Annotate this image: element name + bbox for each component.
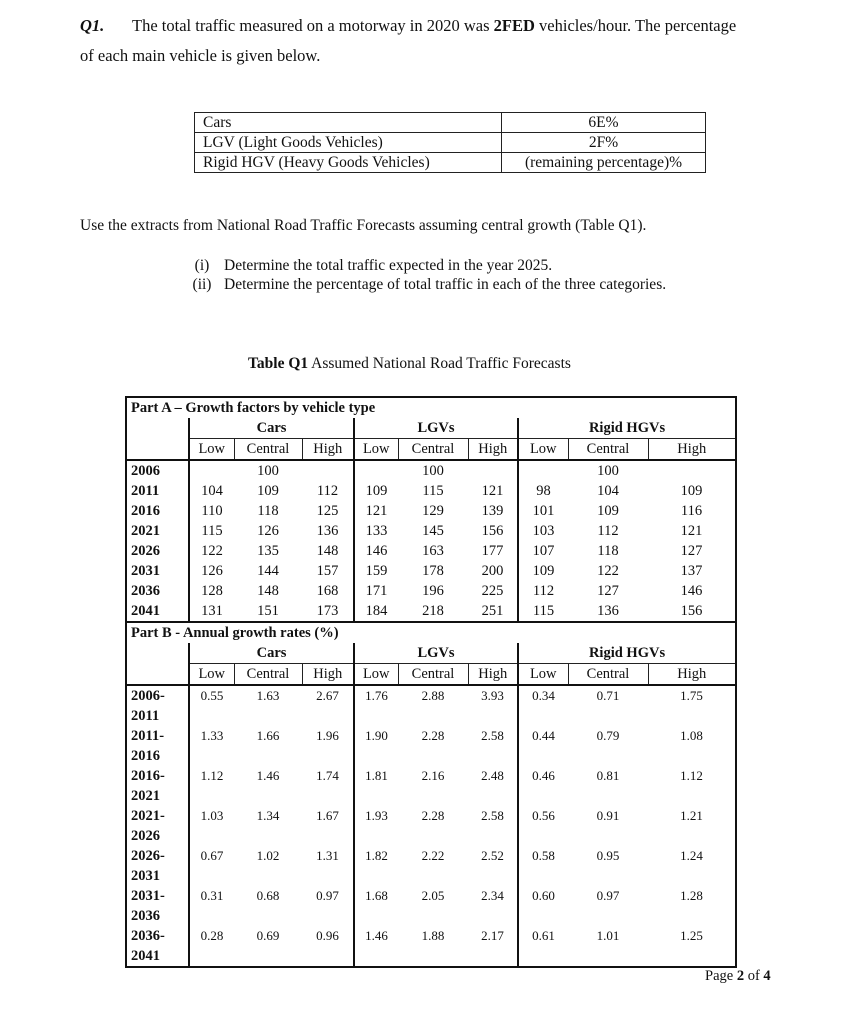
vehicle-label: LGV (Light Goods Vehicles) (195, 133, 502, 153)
year-label: 2036 (126, 581, 189, 601)
growth-rate-value: 0.28 (189, 926, 234, 967)
task-i (180, 257, 552, 275)
growth-factor-value (302, 460, 354, 481)
year-label: 2031 (126, 561, 189, 581)
growth-factor-value: 131 (201, 602, 223, 619)
growth-factor-value: 126 (257, 522, 279, 539)
sub-header: Low (189, 664, 234, 686)
growth-factor-value: 157 (302, 561, 354, 581)
growth-factor-value: 101 (532, 502, 555, 519)
sub-header: Central (568, 439, 648, 461)
forecast-table (125, 396, 737, 968)
group-header: LGVs (354, 418, 518, 439)
growth-rate-value: 2.58 (468, 726, 518, 766)
growth-rate-value: 3.93 (468, 685, 518, 726)
instruction-text: Use the extracts from National Road Traffic Forecasts assuming central growth (Table Q1). (80, 217, 647, 234)
vehicle-mix-table (194, 112, 706, 173)
growth-factor-value: 115 (532, 602, 555, 619)
growth-factor-value: 104 (201, 482, 223, 499)
growth-factor-value: 159 (365, 562, 388, 579)
growth-factor-value: 225 (468, 581, 518, 601)
growth-factor-value: 156 (468, 521, 518, 541)
growth-factor-value: 137 (648, 561, 736, 581)
growth-rate-value: 2.67 (302, 685, 354, 726)
growth-factor-value: 136 (597, 602, 619, 619)
growth-rate-value: 1.46 (354, 926, 398, 967)
table-title-rest: Assumed National Road Traffic Forecasts (308, 355, 571, 372)
growth-factor-value: 109 (257, 482, 279, 499)
growth-factor-value: 133 (365, 522, 388, 539)
year-range-end: 2041 (131, 948, 160, 964)
growth-rate-value: 2.58 (468, 806, 518, 846)
growth-factor-value: 112 (302, 481, 354, 501)
vehicle-mix-row (195, 113, 706, 133)
year-label: 2041 (126, 601, 189, 622)
year-label: 2026 (126, 541, 189, 561)
growth-factor-value (189, 460, 234, 481)
growth-rate-value: 1.46 (256, 768, 280, 783)
sub-header: Low (354, 664, 398, 686)
sub-header: High (648, 439, 736, 461)
growth-factor-value: 168 (302, 581, 354, 601)
growth-factor-value: 109 (648, 481, 736, 501)
growth-rate-value: 0.96 (302, 926, 354, 967)
question-text-pre: The total traffic measured on a motorway in 2020 was (132, 16, 494, 35)
growth-rate-value: 2.16 (421, 768, 445, 783)
year-range-label (126, 886, 189, 926)
growth-rate-value: 0.31 (200, 888, 224, 903)
sub-header: Central (234, 664, 302, 686)
growth-rate-value: 0.97 (302, 886, 354, 926)
year-range-start: 2011- (131, 728, 165, 744)
question-number: Q1. (80, 16, 105, 35)
growth-rate-value: 0.81 (596, 768, 620, 783)
year-range-label (126, 806, 189, 846)
growth-factor-row (126, 561, 736, 581)
growth-factor-value: 218 (422, 602, 444, 619)
year-header-blank (126, 643, 189, 664)
growth-factor-value: 144 (257, 562, 279, 579)
growth-factor-value: 139 (468, 501, 518, 521)
growth-rate-value: 0.79 (596, 728, 620, 743)
growth-factor-value: 127 (597, 582, 619, 599)
growth-rate-value: 1.76 (354, 685, 398, 726)
growth-rate-value: 0.95 (596, 848, 620, 863)
growth-factor-row (126, 581, 736, 601)
growth-rate-value: 1.08 (648, 726, 736, 766)
growth-rate-value: 1.82 (365, 848, 388, 863)
task-text: Determine the total traffic expected in the year 2025. (224, 257, 553, 274)
growth-factor-value: 116 (648, 501, 736, 521)
growth-rate-value: 1.90 (365, 728, 388, 743)
year-label: 2011 (126, 481, 189, 501)
vehicle-label: Cars (195, 113, 502, 133)
task-text: Determine the percentage of total traffic in each of the three categories. (224, 276, 667, 293)
growth-rate-value: 1.12 (648, 766, 736, 806)
growth-rate-value: 2.48 (468, 766, 518, 806)
growth-factor-value: 148 (302, 541, 354, 561)
growth-rate-value: 1.33 (200, 728, 224, 743)
growth-factor-value: 110 (201, 502, 223, 519)
growth-rate-value: 1.67 (302, 806, 354, 846)
growth-factor-value: 112 (597, 522, 619, 539)
growth-factor-value: 115 (201, 522, 223, 539)
year-label: 2016 (126, 501, 189, 521)
growth-factor-row (126, 501, 736, 521)
growth-factor-value: 200 (468, 561, 518, 581)
growth-rate-value: 2.28 (421, 808, 445, 823)
growth-factor-value: 128 (201, 582, 223, 599)
growth-factor-value: 109 (365, 482, 388, 499)
growth-factor-value: 146 (365, 542, 388, 559)
growth-rate-value: 1.68 (365, 888, 388, 903)
page-total: 4 (763, 968, 771, 984)
vehicle-percentage: 2F% (502, 133, 706, 153)
growth-factor-value: 251 (468, 601, 518, 622)
vehicle-mix-row (195, 153, 706, 173)
partB-sub-header (126, 664, 736, 686)
sub-header: High (648, 664, 736, 686)
partB-group-header (126, 643, 736, 664)
growth-factor-value: 100 (568, 460, 648, 481)
growth-rate-value: 0.34 (518, 685, 568, 726)
group-header: Rigid HGVs (518, 418, 736, 439)
year-range-end: 2021 (131, 788, 160, 804)
growth-rate-value: 1.34 (256, 808, 280, 823)
table-title-label: Table Q1 (248, 355, 309, 372)
growth-factor-value (518, 460, 568, 481)
growth-factor-value: 184 (365, 602, 388, 619)
growth-rate-row (126, 766, 736, 806)
sub-header: Central (568, 664, 648, 686)
vehicle-percentage: (remaining percentage)% (502, 153, 706, 173)
page-current: 2 (736, 968, 745, 984)
growth-rate-value: 2.34 (468, 886, 518, 926)
vehicle-label: Rigid HGV (Heavy Goods Vehicles) (195, 153, 502, 173)
growth-factor-value: 126 (201, 562, 223, 579)
year-range-start: 2016- (131, 768, 165, 784)
growth-rate-value: 1.96 (302, 726, 354, 766)
growth-rate-value: 2.88 (398, 685, 468, 726)
growth-factor-value: 135 (257, 542, 279, 559)
year-range-label (126, 926, 189, 967)
year-header-blank (126, 664, 189, 686)
growth-factor-row (126, 460, 736, 481)
growth-rate-value: 0.61 (518, 926, 568, 967)
growth-factor-value: 136 (302, 521, 354, 541)
year-label: 2021 (126, 521, 189, 541)
growth-rate-value: 1.81 (365, 768, 388, 783)
growth-rate-value: 1.75 (648, 685, 736, 726)
growth-factor-value: 129 (422, 502, 444, 519)
growth-rate-value: 2.52 (468, 846, 518, 886)
growth-rate-row (126, 886, 736, 926)
year-range-start: 2006- (131, 688, 165, 704)
growth-rate-value: 1.74 (302, 766, 354, 806)
growth-rate-value: 0.69 (234, 926, 302, 967)
page-prefix: Page (705, 968, 737, 984)
growth-factor-value: 115 (422, 482, 444, 499)
sub-header: High (302, 664, 354, 686)
growth-factor-value: 118 (597, 542, 619, 559)
growth-rate-value: 0.60 (532, 888, 555, 903)
year-range-start: 2026- (131, 848, 165, 864)
sub-header: Low (354, 439, 398, 461)
vehicle-mix-row (195, 133, 706, 153)
question-line-1 (80, 16, 736, 36)
growth-factor-row (126, 521, 736, 541)
growth-rate-value: 1.12 (200, 768, 224, 783)
total-traffic-value: 2FED (493, 16, 535, 35)
year-header-blank (126, 418, 189, 439)
year-label: 2006 (126, 460, 189, 481)
growth-rate-value: 2.28 (421, 728, 445, 743)
year-range-label (126, 685, 189, 726)
growth-rate-row (126, 685, 736, 726)
growth-rate-row (126, 726, 736, 766)
sub-header: Central (234, 439, 302, 461)
growth-factor-value: 112 (532, 582, 555, 599)
growth-rate-value: 0.67 (200, 848, 224, 863)
year-range-end: 2031 (131, 868, 160, 884)
growth-factor-value (648, 460, 736, 481)
growth-factor-value (468, 460, 518, 481)
growth-factor-row (126, 481, 736, 501)
growth-factor-value: 196 (422, 582, 444, 599)
growth-factor-value: 109 (532, 562, 555, 579)
growth-rate-value: 1.63 (234, 685, 302, 726)
growth-rate-value: 0.97 (596, 888, 620, 903)
page-of: of (744, 968, 764, 984)
growth-factor-value: 127 (648, 541, 736, 561)
growth-factor-value: 121 (365, 502, 388, 519)
growth-factor-value (354, 460, 398, 481)
partA-title: Part A – Growth factors by vehicle type (126, 397, 736, 418)
growth-factor-value: 122 (201, 542, 223, 559)
growth-factor-value: 100 (234, 460, 302, 481)
growth-rate-value: 2.05 (421, 888, 445, 903)
growth-rate-row (126, 806, 736, 846)
year-range-label (126, 846, 189, 886)
task-number: (ii) (192, 276, 212, 293)
growth-factor-value: 121 (648, 521, 736, 541)
sub-header: Central (398, 439, 468, 461)
year-range-end: 2026 (131, 828, 160, 844)
growth-rate-value: 0.71 (568, 685, 648, 726)
growth-rate-value: 0.46 (532, 768, 555, 783)
growth-rate-value: 1.93 (365, 808, 388, 823)
partA-sub-header (126, 439, 736, 461)
growth-factor-value: 148 (257, 582, 279, 599)
growth-factor-value: 146 (648, 581, 736, 601)
group-header: LGVs (354, 643, 518, 664)
growth-rate-value: 0.91 (596, 808, 620, 823)
growth-factor-value: 100 (398, 460, 468, 481)
growth-factor-value: 98 (536, 482, 551, 499)
growth-rate-value: 1.25 (648, 926, 736, 967)
year-range-label (126, 766, 189, 806)
task-number: (i) (194, 257, 210, 274)
growth-factor-value: 178 (422, 562, 444, 579)
year-range-start: 2036- (131, 928, 165, 944)
growth-rate-value: 1.01 (568, 926, 648, 967)
year-header-blank (126, 439, 189, 461)
sub-header: High (468, 664, 518, 686)
growth-rate-value: 0.58 (532, 848, 555, 863)
growth-factor-value: 177 (468, 541, 518, 561)
growth-rate-value: 1.24 (648, 846, 736, 886)
partB-title: Part B - Annual growth rates (%) (126, 622, 736, 643)
growth-rate-value: 1.21 (648, 806, 736, 846)
year-range-start: 2021- (131, 808, 165, 824)
year-range-end: 2016 (131, 748, 160, 764)
growth-factor-value: 107 (532, 542, 555, 559)
growth-rate-value: 0.56 (532, 808, 555, 823)
growth-factor-value: 151 (257, 602, 279, 619)
growth-factor-value: 173 (302, 601, 354, 622)
growth-factor-value: 125 (302, 501, 354, 521)
growth-factor-value: 103 (532, 522, 555, 539)
sub-header: High (468, 439, 518, 461)
vehicle-percentage: 6E% (502, 113, 706, 133)
growth-rate-value: 0.68 (256, 888, 280, 903)
growth-factor-row (126, 601, 736, 622)
growth-rate-row (126, 926, 736, 967)
growth-rate-value: 2.22 (421, 848, 445, 863)
growth-factor-value: 118 (257, 502, 279, 519)
question-text-post: vehicles/hour. The percentage (534, 16, 737, 35)
growth-factor-row (126, 541, 736, 561)
growth-factor-value: 171 (365, 582, 388, 599)
sub-header: High (302, 439, 354, 461)
growth-factor-value: 156 (648, 601, 736, 622)
task-ii (180, 276, 666, 294)
page-number (705, 968, 771, 985)
growth-rate-row (126, 846, 736, 886)
partA-group-header (126, 418, 736, 439)
group-header: Cars (189, 643, 354, 664)
growth-rate-value: 2.17 (468, 926, 518, 967)
sub-header: Low (189, 439, 234, 461)
question-line-2: of each main vehicle is given below. (80, 46, 321, 65)
sub-header: Low (518, 664, 568, 686)
table-title (248, 355, 571, 373)
growth-factor-value: 104 (597, 482, 619, 499)
growth-rate-value: 1.88 (398, 926, 468, 967)
growth-factor-value: 145 (422, 522, 444, 539)
group-header: Rigid HGVs (518, 643, 736, 664)
year-range-start: 2031- (131, 888, 165, 904)
sub-header: Low (518, 439, 568, 461)
growth-rate-value: 1.66 (256, 728, 280, 743)
partB-title-row (126, 622, 736, 643)
growth-factor-value: 109 (597, 502, 619, 519)
growth-rate-value: 1.28 (648, 886, 736, 926)
sub-header: Central (398, 664, 468, 686)
growth-rate-value: 1.03 (200, 808, 224, 823)
year-range-end: 2036 (131, 908, 160, 924)
group-header: Cars (189, 418, 354, 439)
growth-rate-value: 1.31 (302, 846, 354, 886)
growth-rate-value: 1.02 (256, 848, 280, 863)
growth-factor-value: 121 (468, 481, 518, 501)
growth-factor-value: 122 (597, 562, 619, 579)
growth-rate-value: 0.44 (532, 728, 555, 743)
year-range-label (126, 726, 189, 766)
growth-factor-value: 163 (422, 542, 444, 559)
partA-title-row (126, 397, 736, 418)
year-range-end: 2011 (131, 708, 160, 724)
growth-rate-value: 0.55 (189, 685, 234, 726)
